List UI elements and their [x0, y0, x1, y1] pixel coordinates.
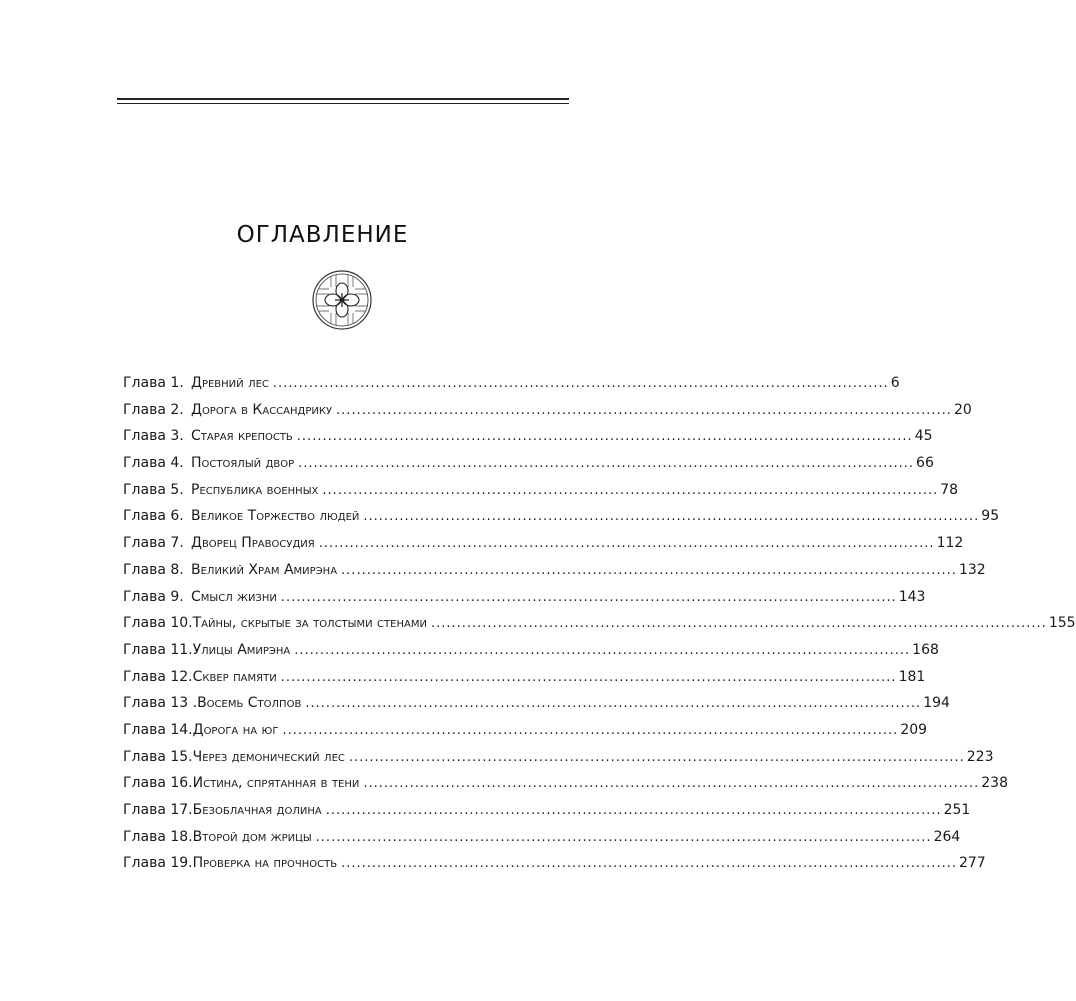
page-number: 277 [958, 855, 986, 872]
chapter-label: Глава 9. [123, 588, 184, 605]
page-number: 112 [936, 535, 964, 552]
chapter-title: Через демонический лес [192, 748, 345, 765]
chapter-label: Глава 10. [123, 615, 193, 632]
chapter-label: Глава 4. [123, 455, 184, 472]
page-number: 132 [958, 561, 986, 578]
toc-entry[interactable] [123, 477, 959, 504]
page-title: ОГЛАВЛЕНИЕ [236, 222, 409, 248]
chapter-title: Сквер памяти [192, 668, 277, 685]
chapter-label: Глава 11. [123, 641, 193, 658]
chapter-label: Глава 13 . [123, 695, 198, 712]
dot-leader: ........................................................................................................................ [325, 803, 942, 818]
page-number: 78 [940, 481, 959, 498]
page-number: 194 [923, 695, 950, 712]
dot-leader: ........................................................................................................................ [280, 669, 897, 685]
chapter-label: Глава 14. [123, 721, 193, 738]
dot-leader: ........................................................................................................................ [296, 429, 913, 445]
page-number: 155 [1048, 615, 1076, 632]
chapter-title: Великое Торжество людей [191, 508, 360, 525]
chapter-title: Улицы Амирэна [192, 641, 291, 658]
page-number: 238 [981, 775, 1008, 792]
toc-entry[interactable] [123, 664, 926, 691]
chapter-label: Глава 3. [123, 428, 184, 445]
dot-leader: ........................................................................................................................ [363, 509, 980, 525]
page-number: 264 [933, 828, 961, 845]
chapter-title: Древний лес [191, 375, 269, 391]
toc-entry[interactable] [123, 744, 994, 771]
dot-leader: ........................................................................................................................ [294, 642, 911, 658]
page-number: 223 [966, 748, 994, 765]
toc-entry[interactable] [123, 397, 972, 424]
chapter-title: Великий Храм Амирэна [191, 561, 338, 578]
dot-leader: ........................................................................................................................ [348, 749, 965, 765]
toc-entry[interactable] [123, 824, 961, 851]
dot-leader: ........................................................................................................................ [430, 616, 1047, 632]
chapter-label: Глава 15. [123, 748, 193, 765]
page-number: 20 [953, 401, 972, 418]
toc-entry[interactable] [123, 690, 950, 717]
toc-entry[interactable] [123, 717, 928, 744]
toc-entry[interactable] [123, 557, 986, 584]
chapter-title: Восемь Столпов [197, 695, 302, 712]
dot-leader: ........................................................................................................................ [363, 776, 980, 792]
dot-leader: ........................................................................................................................ [315, 829, 932, 845]
chapter-label: Глава 19. [123, 855, 193, 872]
header-rule-thick [117, 98, 569, 100]
chapter-label: Глава 16. [123, 775, 193, 792]
page-number: 45 [914, 428, 933, 445]
header-rule-thin [117, 103, 569, 104]
table-of-contents [123, 370, 1076, 877]
dot-leader: ........................................................................................................................ [305, 696, 922, 712]
dot-leader: ........................................................................................................................ [318, 536, 935, 552]
dot-leader: ........................................................................................................................ [341, 562, 957, 578]
chapter-title: Старая крепость [191, 428, 293, 445]
dot-leader: ........................................................................................................................ [322, 482, 939, 498]
chapter-label: Глава 6. [123, 508, 184, 525]
toc-entry[interactable] [123, 797, 971, 824]
dot-leader: ........................................................................................................................ [280, 589, 897, 605]
page-number: 251 [943, 802, 971, 818]
chapter-title: Дорога на юг [192, 721, 279, 738]
chapter-title: Второй дом жрицы [192, 828, 312, 845]
toc-entry[interactable] [123, 610, 1076, 637]
page-number: 66 [916, 455, 934, 472]
chapter-label: Глава 8. [123, 561, 184, 578]
chapter-label: Глава 7. [123, 535, 184, 552]
chapter-title: Безоблачная долина [192, 802, 322, 818]
dot-leader: ........................................................................................................................ [282, 722, 899, 738]
chapter-label: Глава 12. [123, 668, 193, 685]
toc-entry[interactable] [123, 637, 939, 664]
page-number: 95 [981, 508, 1000, 525]
toc-entry[interactable] [123, 770, 1008, 797]
chapter-label: Глава 1. [123, 375, 184, 391]
page-number: 6 [890, 375, 900, 391]
page-number: 143 [898, 588, 926, 605]
toc-entry[interactable] [123, 530, 964, 557]
chapter-title: Постоялый двор [191, 455, 295, 472]
chapter-label: Глава 5. [123, 481, 184, 498]
page-number: 209 [900, 721, 928, 738]
round-knot-ornament-icon [311, 269, 373, 331]
toc-entry[interactable] [123, 584, 926, 611]
dot-leader: ........................................................................................................................ [298, 456, 915, 472]
chapter-title: Дорога в Кассандрику [191, 401, 333, 418]
chapter-title: Республика военных [191, 481, 319, 498]
page-number: 168 [912, 641, 939, 658]
chapter-title: Смысл жизни [191, 588, 277, 605]
page-number: 181 [898, 668, 926, 685]
toc-entry[interactable] [123, 850, 986, 877]
dot-leader: ........................................................................................................................ [336, 402, 952, 418]
toc-entry[interactable] [123, 423, 933, 450]
toc-entry[interactable] [123, 370, 900, 397]
chapter-title: Истина, спрятанная в тени [192, 775, 360, 792]
chapter-title: Тайны, скрытые за толстыми стенами [192, 615, 427, 632]
chapter-label: Глава 17. [123, 802, 193, 818]
dot-leader: ........................................................................................................................ [272, 376, 889, 391]
chapter-title: Дворец Правосудия [191, 535, 315, 552]
chapter-title: Проверка на прочность [192, 855, 338, 872]
dot-leader: ........................................................................................................................ [341, 856, 957, 872]
chapter-label: Глава 18. [123, 828, 193, 845]
toc-entry[interactable] [123, 450, 934, 477]
toc-entry[interactable] [123, 503, 1000, 530]
chapter-label: Глава 2. [123, 401, 184, 418]
